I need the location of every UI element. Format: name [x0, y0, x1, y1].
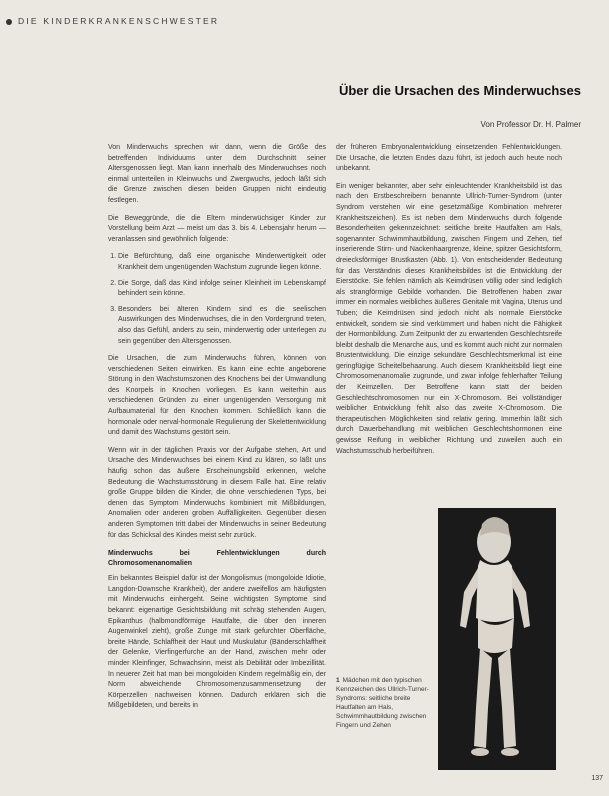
- page-number: 137: [591, 775, 603, 782]
- paragraph: Ein weniger bekannter, aber sehr einleuchtender Krankheitsbild ist das nach den Erstbeschreibern benannte Ullrich-Turner-Syndrom (unter Syndrom verstehen wir eine gesetzmäßige Kombination mehrerer Krankheitszeichen). Es ist neben dem Minderwuchs durch folgende Besonderheiten gekennzeichnet: seitliche breite Hautfalten am Hals, sogenannter Schwimmhautbildung, zwischen Fingern und Zehen, tief inserierende Stirn- und Nackenhaargrenze, kleine, spitzer Gesichtsform, dreiecksförmiger Brustkasten (Abb. 1). Von entscheidender Bedeutung für das Verständnis dieses Krankheitsbildes ist die Entwicklung der Eierstöcke. Sie fehlen nämlich als Keimdrüsen völlig oder sind lediglich als strangförmige Gebilde vorhanden. Die Betroffenen haben zwar immer ein normales weibliches äußeres Genitale mit Vagina, Uterus und Tuben; die Keimdrüsen sind jedoch nicht als normale Eierstöcke entwickelt, sondern sie sind verkümmert und haben nicht die Fähigkeit der Hormonbildung. Zum Zeitpunkt der zu erwartenden Geschlechtsreife bleibt deshalb die Menarche aus, und es kommt auch nicht zur normalen Brustentwicklung. Die einzige sekundäre Geschlechtsmerkmal ist eine geringfügige Scheitelbehaarung. Auch diesem Krankheitsbild liegt eine Chromosomenanomalie zugrunde, und zwar infolge fehlerhafter Teilung der Keimzellen. Der Betroffene kann statt der beiden Geschlechtschromosomen nur ein X-Chromosom. Bei vollständiger weiblicher Entwicklung fehlt also das zweite X-Chromosom. Die therapeutischen Möglichkeiten sind relativ gering. Immerhin läßt sich durch Dauerbehandlung mit weiblichen Geschlechtshormonen eine gewisse Reifung in weiblicher Richtung und zuweilen auch ein Wachstumsschub herbeiführen.: [336, 182, 562, 455]
- running-head-text: DIE KINDERKRANKENSCHWESTER: [18, 16, 220, 26]
- figure-number: 1: [336, 677, 340, 684]
- left-column: [108, 143, 326, 719]
- running-head: [6, 16, 219, 26]
- article-author: Von Professor Dr. H. Palmer: [480, 120, 581, 129]
- figure-photo: [438, 508, 556, 770]
- list-item: 2. Die Sorge, daß das Kind infolge seiner Kleinheit im Lebenskampf behindert sein könne.: [118, 279, 326, 300]
- article-title: Über die Ursachen des Minderwuchses: [338, 83, 581, 98]
- reasons-list: [108, 252, 326, 347]
- figure-caption: [336, 676, 432, 730]
- paragraph: Ein bekanntes Beispiel dafür ist der Mongolismus (mongoloide Idiotie, Langdon-Downsche Krankheit), der andere zweifellos am häufigsten mit Minderwuchs einhergeht. Seine wichtigsten Symptome sind bekannt: eigenartige Gesichtsbildung mit schräg stehenden Augen, Epikanthus (halbmondförmige Hautfalte, die über den inneren Augenwinkel zieht), große Zunge mit stark gefurchter Oberfläche, breite Hände, Schlaffheit der Haut und Muskulatur (Bänderschlaffheit der Gelenke, Vierfingerfurche an der Hand, zwischen mehr oder minder Kleinfinger, Schwachsinn, meist als Debilität oder Imbezillität. In neuerer Zeit hat man bei mongoloiden Kindern regelmäßig ein, der Norm abweichende Chromosomenzusammensetzung der Körperzellen nachweisen können. Dadurch erklären sich die Mißgebildeten, und bereits in: [108, 575, 326, 710]
- bullet-icon: [6, 19, 12, 25]
- child-figure-image: [438, 508, 556, 770]
- paragraph: der früheren Embryonalentwicklung einsetzenden Fehlentwicklungen. Die Ursache, die letzten Endes dazu führt, ist jedoch auch heute noch unbekannt.: [336, 144, 562, 173]
- section-heading: Minderwuchs bei Fehlentwicklungen durch Chromosomenanomalien: [108, 550, 326, 568]
- paragraph: Die Beweggründe, die die Eltern minderwüchsiger Kinder zur Vorstellung beim Arzt — meist um das 3. bis 4. Lebensjahr herum — veranlassen sind gewöhnlich folgende:: [108, 214, 326, 243]
- list-item: 3. Besonders bei älteren Kindern sind es die seelischen Auswirkungen des Minderwuchses, die in den Vordergrund treten, also das Gefühl, anders zu sein, minderwertig oder unterlegen zu sein gegenüber den Altersgenossen.: [118, 305, 326, 347]
- caption-text: Mädchen mit den typischen Kennzeichen des Ullrich-Turner-Syndroms: seitliche breite Hautfalten am Hals, Schwimmhautbildung zwischen Fingern und Zehen: [336, 677, 429, 729]
- list-item: 1. Die Befürchtung, daß eine organische Minderwertigkeit oder Krankheit dem ungenügenden Wachstum zugrunde liegen könne.: [118, 252, 326, 273]
- paragraph: Von Minderwuchs sprechen wir dann, wenn die Größe des betreffenden Individuums unter dem Durchschnitt seiner Altersgenossen liegt. Man kann innerhalb des Minderwuchses noch einmal unterteilen in Kleinwuchs und Zwergwuchs, jedoch läßt sich die Grenze zwischen diesen beiden Gruppen nicht eindeutig festlegen.: [108, 144, 326, 204]
- paragraph: Die Ursachen, die zum Minderwuchs führen, können von verschiedenen Seiten einwirken. Es kann eine echte angeborene Störung in den Wachstumszonen des Knochens bei der Umwandlung des Knorpels in Knochen vorliegen. Es kann weiterhin aus verschiedenen Gründen zu einer ungenügenden Versorgung mit Aufbaumaterial für den Knochen kommen. Schließlich kann die hormonale oder nerval-hormonale Regulierung der Skelettentwicklung und damit des Wachstums gestört sein.: [108, 355, 326, 437]
- paragraph: Wenn wir in der täglichen Praxis vor der Aufgabe stehen, Art und Ursache des Minderwuchses bei einem Kind zu klären, so läßt uns häufig schon das äußere Erscheinungsbild erkennen, welche Bedeutung die Wachstumsstörung in diesem Falle hat. Eine relativ große Gruppe bilden die Kinder, die ohne verschiedenen Typs, bei denen das Symptom Minderwuchs kombiniert mit Mißbildungen, Anomalien oder anderen groben Auffälligkeiten. Gegenüber diesen anderen Symptomen tritt dabei der Minderwuchs in seiner Bedeutung für das Schicksal des Kindes meist sehr zurück.: [108, 446, 326, 539]
- right-column: [336, 143, 562, 464]
